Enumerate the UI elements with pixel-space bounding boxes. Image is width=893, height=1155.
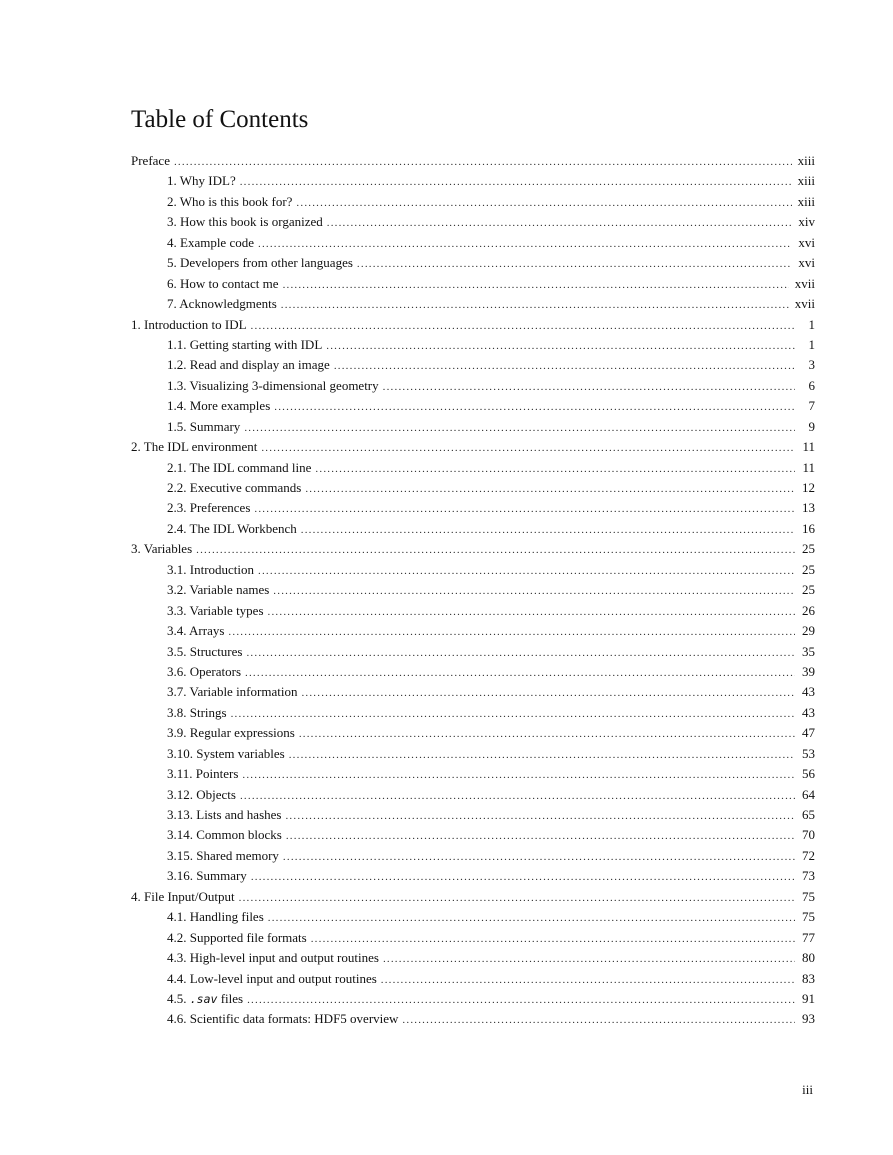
toc-entry-label-text: 3.16. Summary (167, 868, 247, 884)
toc-page-number: 65 (802, 807, 815, 822)
toc-entry-label-text: 3.7. Variable information (167, 684, 298, 700)
toc-section-entry[interactable] (131, 928, 815, 948)
dot-leader (286, 826, 795, 846)
dot-leader (283, 847, 795, 867)
toc-entry-label (167, 519, 301, 539)
toc-entry-label (167, 764, 242, 784)
toc-entry-label-text: 3.5. Structures (167, 643, 243, 659)
toc-entry-label (167, 580, 273, 600)
toc-entry-label-text: 2.1. The IDL command line (167, 459, 312, 475)
toc-entry-label (167, 253, 357, 273)
toc-section-entry[interactable] (131, 785, 815, 805)
toc-section-entry[interactable] (131, 498, 815, 518)
toc-page-number: 75 (802, 888, 815, 904)
toc-section-entry[interactable] (131, 907, 815, 927)
toc-section-entry[interactable] (131, 171, 815, 191)
toc-page-number: 13 (802, 500, 815, 516)
toc-entry-label-text: 3.2. Variable names (167, 582, 270, 598)
dot-leader (402, 1010, 795, 1030)
toc-entry-label (167, 621, 228, 641)
toc-section-entry[interactable] (131, 948, 815, 968)
toc-section-entry[interactable] (131, 396, 815, 416)
toc-chapter-entry[interactable] (131, 539, 815, 559)
toc-entry-label-text: 2. Who is this book for? (167, 193, 293, 209)
toc-page-number: 72 (802, 847, 815, 863)
toc-entry-label (167, 458, 315, 478)
toc-section-entry[interactable] (131, 458, 815, 478)
toc-page-number: xvi (798, 255, 815, 271)
dot-leader (281, 295, 789, 315)
toc-section-entry[interactable] (131, 417, 815, 437)
toc-entry-label-suffix: files (217, 990, 244, 1006)
toc-entry-label-text: 3. Variables (131, 541, 193, 557)
toc-section-entry[interactable] (131, 764, 815, 784)
toc-page-number: 43 (802, 704, 815, 720)
toc-entry-label (167, 212, 327, 232)
toc-entry-label (131, 437, 261, 457)
dot-leader (239, 888, 795, 908)
toc-section-entry[interactable] (131, 846, 815, 866)
dot-leader (258, 561, 795, 581)
toc-section-entry[interactable] (131, 601, 815, 621)
toc-section-entry[interactable] (131, 703, 815, 723)
dot-leader (247, 990, 795, 1010)
toc-entry-label-text: 4.4. Low-level input and output routines (167, 970, 377, 986)
toc-section-entry[interactable] (131, 1009, 815, 1029)
toc-entry-label (167, 560, 258, 580)
toc-entry-label (131, 539, 196, 559)
toc-page-number: 43 (802, 684, 815, 700)
dot-leader (327, 213, 793, 233)
toc-entry-label (167, 805, 285, 825)
toc-page-number: 26 (802, 602, 815, 618)
toc-entry-label-text: 3.15. Shared memory (167, 847, 279, 863)
toc-section-entry[interactable] (131, 744, 815, 764)
toc-entry-label-text: 2.4. The IDL Workbench (167, 520, 297, 536)
toc-entry-label (167, 825, 286, 845)
toc-section-entry[interactable] (131, 825, 815, 845)
dot-leader (251, 316, 795, 336)
dot-leader (240, 172, 792, 192)
toc-entry-label-text: 1.5. Summary (167, 418, 241, 434)
dot-leader (296, 193, 791, 213)
toc-page-number: 80 (802, 950, 815, 966)
toc-page-number: 3 (808, 357, 815, 373)
toc-page-number: 1 (808, 316, 815, 332)
toc-entry-label (131, 315, 251, 335)
toc-entry-label-text: 3.11. Pointers (167, 766, 239, 782)
dot-leader (231, 704, 795, 724)
toc-page-number: 73 (802, 868, 815, 884)
toc-entry-label-text: 3. How this book is organized (167, 214, 323, 230)
toc-page-number: 35 (802, 643, 815, 659)
toc-page-number: xiii (797, 193, 815, 209)
toc-entry-label-text: 3.3. Variable types (167, 602, 264, 618)
toc-entry-label (167, 498, 254, 518)
toc-chapter-entry[interactable] (131, 887, 815, 907)
dot-leader (274, 397, 795, 417)
toc-entry-label-text: 2.3. Preferences (167, 500, 251, 516)
toc-entry-label (167, 785, 240, 805)
page-title: Table of Contents (131, 106, 309, 133)
toc-page-number: 75 (802, 909, 815, 925)
toc-section-entry[interactable] (131, 233, 815, 253)
dot-leader (285, 806, 795, 826)
dot-leader (311, 929, 795, 949)
toc-entry-label (167, 417, 244, 437)
toc-entry-label-text: 3.14. Common blocks (167, 827, 282, 843)
toc-entry-label (167, 478, 305, 498)
toc-section-entry[interactable] (131, 274, 815, 294)
toc-section-entry[interactable] (131, 662, 815, 682)
toc-entry-label (167, 948, 383, 968)
dot-leader (268, 908, 795, 928)
toc-section-entry[interactable] (131, 805, 815, 825)
dot-leader (326, 336, 795, 356)
dot-leader (334, 356, 795, 376)
toc-entry-label-text: 4.2. Supported file formats (167, 929, 307, 945)
toc-page-number: 93 (802, 1011, 815, 1027)
dot-leader (315, 459, 795, 479)
toc-entry-label-text: 4.6. Scientific data formats: HDF5 overview (167, 1011, 399, 1027)
toc-entry-label (167, 642, 246, 662)
toc-page-number: 56 (802, 766, 815, 782)
toc-entry-label-text: Preface (131, 153, 170, 168)
dot-leader (357, 254, 792, 274)
toc-entry-label (167, 866, 251, 886)
toc-entry-label (167, 846, 283, 866)
toc-page-number: 9 (808, 418, 815, 434)
toc-entry-label-text: 4. File Input/Output (131, 888, 235, 904)
dot-leader (268, 602, 795, 622)
toc-section-entry[interactable] (131, 519, 815, 539)
toc-entry-label (167, 1009, 402, 1029)
toc-entry-label (167, 192, 296, 212)
toc-page-number: 11 (802, 459, 815, 475)
toc-entry-label (167, 662, 245, 682)
toc-entry-label-text: 1. Introduction to IDL (131, 316, 247, 332)
toc-entry-label (167, 274, 283, 294)
dot-leader (174, 152, 792, 172)
toc-chapter-entry[interactable] (131, 315, 815, 335)
toc-entry-label (167, 969, 381, 989)
toc-entry-label-text: 2. The IDL environment (131, 439, 258, 455)
toc-section-entry[interactable] (131, 478, 815, 498)
toc-page-number: 83 (802, 970, 815, 986)
toc-entry-label-text: 3.8. Strings (167, 704, 227, 720)
toc-chapter-entry[interactable] (131, 437, 815, 457)
toc-entry-label-text: 3.9. Regular expressions (167, 725, 295, 741)
toc-entry-label (167, 335, 326, 355)
toc-section-entry[interactable] (131, 253, 815, 273)
toc-chapter-entry[interactable] (131, 151, 815, 171)
dot-leader (299, 724, 795, 744)
toc-entry-label-text: 3.4. Arrays (167, 623, 225, 639)
toc-entry-label (131, 151, 174, 171)
toc-entry-label-text: 1.4. More examples (167, 398, 271, 414)
dot-leader (246, 643, 795, 663)
toc-entry-label (167, 744, 289, 764)
toc-page-number: 29 (802, 623, 815, 639)
toc-entry-label-text: 1.2. Read and display an image (167, 357, 330, 373)
toc-page-number: 11 (802, 439, 815, 455)
toc-page-number: xvii (794, 296, 815, 312)
toc-page-number: 91 (802, 990, 815, 1006)
toc-section-entry[interactable] (131, 989, 815, 1009)
toc-entry-label-text: 7. Acknowledgments (167, 296, 277, 312)
dot-leader (244, 418, 795, 438)
toc-entry-label (131, 887, 239, 907)
toc-entry-label-text: 4.5. (167, 990, 190, 1006)
toc-entry-label (167, 601, 268, 621)
toc-page-number: 47 (802, 725, 815, 741)
dot-leader (245, 663, 795, 683)
dot-leader (273, 581, 795, 601)
toc-page-number: 25 (802, 582, 815, 598)
dot-leader (301, 520, 795, 540)
toc-section-entry[interactable] (131, 294, 815, 314)
toc-page-number: xvi (798, 234, 815, 250)
toc-entry-label-text: 6. How to contact me (167, 275, 279, 291)
toc-section-entry[interactable] (131, 376, 815, 396)
dot-leader (254, 499, 795, 519)
toc-page-number: 39 (802, 663, 815, 679)
toc-entry-label (167, 294, 281, 314)
toc-entry-code-text: .sav (189, 991, 218, 1006)
toc-page-number: 25 (802, 561, 815, 577)
toc-section-entry[interactable] (131, 335, 815, 355)
toc-entry-label-text: 3.13. Lists and hashes (167, 807, 282, 822)
toc-entry-label (167, 907, 268, 927)
dot-leader (261, 438, 795, 458)
toc-entry-label-text: 4. Example code (167, 234, 254, 250)
toc-page-number: 1 (808, 336, 815, 352)
toc-page-number: 70 (802, 827, 815, 843)
dot-leader (242, 765, 795, 785)
toc-entry-label-text: 3.10. System variables (167, 745, 285, 761)
toc-entry-label-text: 5. Developers from other languages (167, 255, 353, 271)
toc-section-entry[interactable] (131, 642, 815, 662)
toc-entry-label (167, 171, 240, 191)
toc-page-number: 16 (802, 520, 815, 536)
toc-entry-label (167, 928, 311, 948)
toc-page-number: 12 (802, 480, 815, 495)
toc-page-number: xiv (798, 214, 815, 230)
toc-entry-label-text: 2.2. Executive commands (167, 480, 302, 495)
toc-page-number: 64 (802, 786, 815, 802)
toc-page-number: 77 (802, 929, 815, 945)
toc-entry-label-text: 1.3. Visualizing 3-dimensional geometry (167, 377, 379, 393)
toc-section-entry[interactable] (131, 212, 815, 232)
toc-entry-label (167, 396, 274, 416)
toc-section-entry[interactable] (131, 682, 815, 702)
toc-page-number: 53 (802, 745, 815, 761)
dot-leader (289, 745, 795, 765)
toc-section-entry[interactable] (131, 560, 815, 580)
toc-page-number: xvii (794, 275, 815, 291)
dot-leader (283, 275, 789, 295)
toc-section-entry[interactable] (131, 355, 815, 375)
dot-leader (240, 786, 795, 806)
dot-leader (258, 234, 792, 254)
toc-section-entry[interactable] (131, 866, 815, 886)
toc-entry-label (167, 989, 247, 1009)
toc-page-number: 25 (802, 541, 815, 557)
toc-entry-label (167, 355, 334, 375)
toc-page-number: 7 (808, 398, 815, 414)
dot-leader (381, 970, 795, 990)
dot-leader (301, 683, 795, 703)
dot-leader (383, 377, 795, 397)
toc-entry-label-text: 4.3. High-level input and output routines (167, 950, 379, 966)
toc-entry-label-text: 1. Why IDL? (167, 173, 236, 189)
toc-entry-label (167, 233, 258, 253)
toc-entry-label (167, 376, 383, 396)
toc-page-number: 6 (808, 377, 815, 393)
toc-section-entry[interactable] (131, 192, 815, 212)
toc-section-entry[interactable] (131, 580, 815, 600)
dot-leader (228, 622, 795, 642)
toc-entry-label-text: 1.1. Getting starting with IDL (167, 336, 323, 352)
toc-entry-label-text: 3.12. Objects (167, 786, 236, 802)
toc-page-number: xiii (797, 153, 815, 168)
toc-section-entry[interactable] (131, 723, 815, 743)
toc-entry-label (167, 703, 231, 723)
toc-section-entry[interactable] (131, 969, 815, 989)
table-of-contents (131, 151, 815, 1030)
toc-entry-label (167, 682, 301, 702)
toc-entry-label-text: 3.6. Operators (167, 663, 242, 679)
dot-leader (305, 479, 795, 499)
dot-leader (196, 540, 795, 560)
toc-entry-label (167, 723, 299, 743)
dot-leader (251, 867, 795, 887)
toc-entry-label-text: 3.1. Introduction (167, 561, 255, 577)
page-number: iii (802, 1082, 813, 1097)
dot-leader (383, 949, 795, 969)
toc-entry-label-text: 4.1. Handling files (167, 909, 264, 925)
toc-section-entry[interactable] (131, 621, 815, 641)
toc-page-number: xiii (797, 173, 815, 189)
